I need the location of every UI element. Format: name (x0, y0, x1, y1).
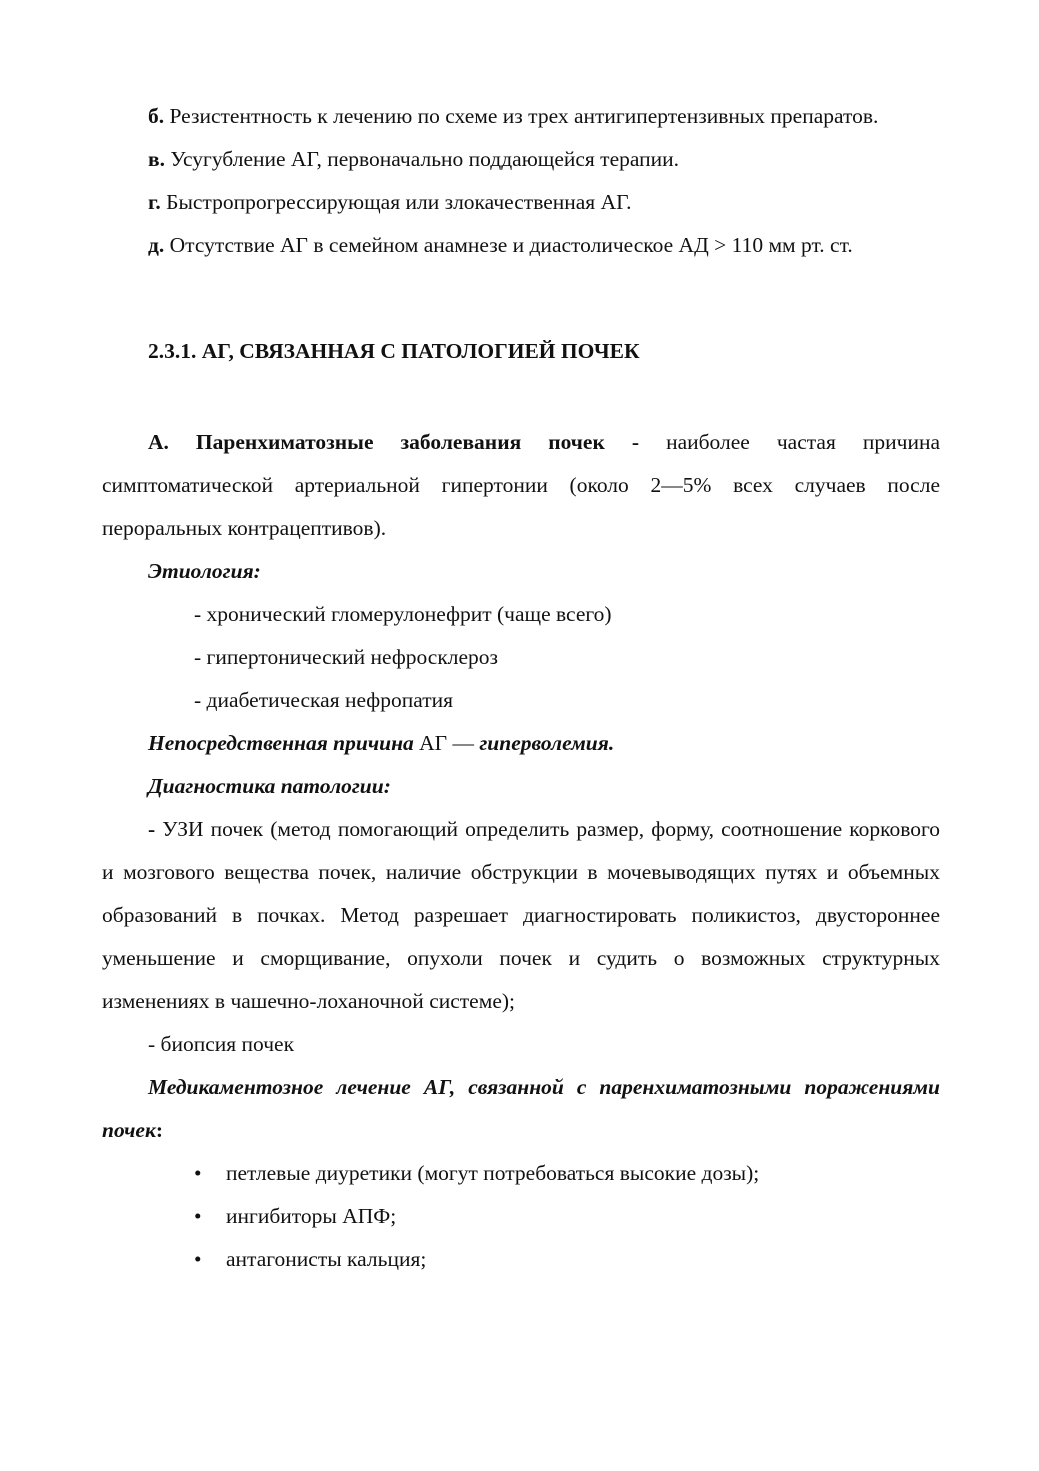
cause-line (102, 722, 940, 765)
section-a-text: наиболее частая причина симптоматической артериальной гипертонии (около 2—5% всех случаев после пероральных контрацептивов). (102, 430, 940, 540)
item-text: Резистентность к лечению по схеме из трех антигипертензивных препаратов. (164, 104, 879, 128)
cause-mid: АГ — (413, 731, 480, 755)
treatment-colon: : (155, 1118, 164, 1142)
bullet-icon: • (194, 1161, 202, 1185)
etiology-label (102, 550, 940, 593)
diagnostics-biopsy: - биопсия почек (148, 1032, 295, 1056)
treatment-label-text: Медикаментозное лечение АГ, связанной с паренхиматозными поражениями почек (102, 1075, 940, 1142)
bullet-icon: • (194, 1247, 202, 1271)
bullet-icon: • (194, 1204, 202, 1228)
ultrasound-text: УЗИ почек (метод помогающий определить размер, форму, соотношение коркового и мозгового вещества почек, наличие обструкции в мочевыводящих путях и объемных образований в почках. Метод разрешает диагностировать поликистоз, двустороннее уменьшение и сморщивание, опухоли почек и судить о возможных структурных изменениях в чашечно-лоханочной системе); (102, 817, 940, 1013)
section-a-lead: А. Паренхиматозные заболевания почек - (148, 430, 640, 454)
diagnostics-label-text: Диагностика патологии: (148, 774, 391, 798)
list-item-text: петлевые диуретики (могут потребоваться высокие дозы); (226, 1161, 760, 1185)
item-text: Отсутствие АГ в семейном анамнезе и диастолическое АД > 110 мм рт. ст. (164, 233, 853, 257)
etiology-item: - диабетическая нефропатия (194, 688, 454, 712)
intro-item-v (102, 138, 940, 181)
list-item (102, 1195, 940, 1238)
diagnostics-ultrasound (102, 808, 940, 1023)
etiology-label-text: Этиология: (148, 559, 261, 583)
section-a-paragraph (102, 421, 940, 550)
item-marker: г. (148, 190, 161, 214)
etiology-item: - хронический гломерулонефрит (чаще всего) (194, 602, 612, 626)
cause-value: гиперволемия. (479, 731, 615, 755)
item-marker: д. (148, 233, 165, 257)
cause-label: Непосредственная причина (148, 731, 414, 755)
intro-item-g (102, 181, 940, 224)
document-page (102, 95, 940, 1281)
treatment-label (102, 1066, 940, 1152)
diagnostics-label (102, 765, 940, 808)
item-marker: б. (148, 104, 165, 128)
intro-item-b (102, 95, 940, 138)
etiology-item: - гипертонический нефросклероз (194, 645, 499, 669)
list-item (102, 1238, 940, 1281)
ultrasound-dash: - (148, 817, 156, 841)
list-item-text: ингибиторы АПФ; (226, 1204, 397, 1228)
section-heading: 2.3.1. АГ, СВЯЗАННАЯ С ПАТОЛОГИЕЙ ПОЧЕК (148, 339, 640, 363)
treatment-list (102, 1152, 940, 1281)
item-marker: в. (148, 147, 165, 171)
item-text: Усугубление АГ, первоначально поддающейся терапии. (165, 147, 680, 171)
item-text: Быстропрогрессирующая или злокачественная АГ. (160, 190, 632, 214)
intro-item-d (102, 224, 940, 267)
list-item-text: антагонисты кальция; (226, 1247, 427, 1271)
list-item (102, 1152, 940, 1195)
